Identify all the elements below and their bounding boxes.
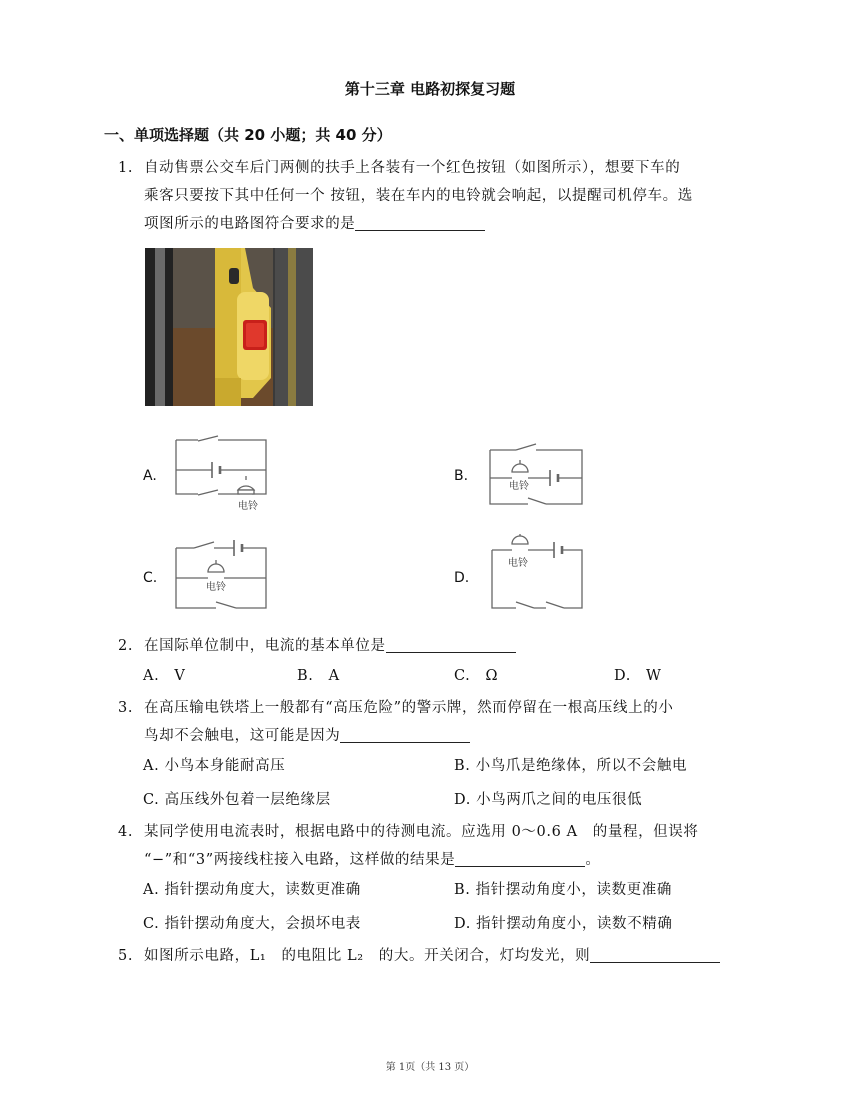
section-heading: 一、单项选择题（共 20 小题；共 40 分） xyxy=(104,126,392,144)
question-text: “−”和“3”两接线柱接入电路，这样做的结果是 xyxy=(144,852,456,868)
q4-option-c[interactable]: C. 指针摆动角度大，会损坏电表 xyxy=(143,916,361,932)
q2-option-d[interactable]: D. W xyxy=(614,668,662,684)
q3-option-c[interactable]: C. 高压线外包着一层绝缘层 xyxy=(143,792,331,808)
circuit-diagram-c[interactable] xyxy=(170,538,276,614)
option-a-label[interactable]: A. xyxy=(143,468,157,484)
q2-option-b[interactable]: B. A xyxy=(297,668,340,684)
question-number: 3. xyxy=(118,700,134,716)
circuit-diagram-b[interactable] xyxy=(486,440,590,512)
question-text: 项图所示的电路图符合要求的是 xyxy=(144,216,356,232)
page-title: 第十三章 电路初探复习题 xyxy=(344,80,516,98)
page-footer: 第 1页（共 13 页） xyxy=(385,1062,475,1073)
circuit-diagram-a[interactable] xyxy=(170,434,274,516)
question-text: 如图所示电路，L₁ 的电阻比 L₂ 的大。开关闭合，灯均发光，则 xyxy=(144,948,591,964)
bell-label: 电铃 xyxy=(238,501,258,512)
question-text: 在高压输电铁塔上一般都有“高压危险”的警示牌，然而停留在一根高压线上的小 xyxy=(144,700,674,716)
q2-option-a[interactable]: A. V xyxy=(143,668,186,684)
q3-option-a[interactable]: A. 小鸟本身能耐高压 xyxy=(143,758,286,774)
question-text-tail: 。 xyxy=(585,852,601,868)
option-d-label[interactable]: D. xyxy=(454,570,470,586)
question-text: 某同学使用电流表时，根据电路中的待测电流。应选用 0～0.6 A 的量程，但误将 xyxy=(144,824,699,840)
question-number: 2. xyxy=(118,638,134,654)
bell-label: 电铃 xyxy=(508,558,528,569)
q4-option-a[interactable]: A. 指针摆动角度大，读数更准确 xyxy=(143,882,361,898)
question-text: 在国际单位制中，电流的基本单位是 xyxy=(144,638,386,654)
option-c-label[interactable]: C. xyxy=(143,570,158,586)
answer-blank[interactable] xyxy=(455,850,585,867)
q3-option-d[interactable]: D. 小鸟两爪之间的电压很低 xyxy=(454,792,643,808)
answer-blank[interactable] xyxy=(590,946,720,963)
question-1 xyxy=(118,154,768,238)
answer-blank[interactable] xyxy=(355,214,485,231)
answer-blank[interactable] xyxy=(340,726,470,743)
question-4 xyxy=(118,818,768,874)
question-5 xyxy=(118,942,768,970)
answer-blank[interactable] xyxy=(386,636,516,653)
q4-option-d[interactable]: D. 指针摆动角度小，读数不精确 xyxy=(454,916,673,932)
question-number: 5. xyxy=(118,948,134,964)
question-text: 自动售票公交车后门两侧的扶手上各装有一个红色按钮（如图所示），想要下车的 xyxy=(144,160,681,176)
question-3 xyxy=(118,694,768,750)
bell-label: 电铃 xyxy=(206,582,226,593)
question-number: 4. xyxy=(118,824,134,840)
question-text: 乘客只要按下其中任何一个 按钮，装在车内的电铃就会响起，以提醒司机停车。选 xyxy=(144,188,693,204)
q4-option-b[interactable]: B. 指针摆动角度小，读数更准确 xyxy=(454,882,672,898)
circuit-diagram-d[interactable] xyxy=(488,534,592,614)
question-2 xyxy=(118,632,768,660)
q2-option-c[interactable]: C. Ω xyxy=(454,668,499,684)
question-number: 1. xyxy=(118,160,134,176)
bus-button-photo xyxy=(145,248,313,406)
q3-option-b[interactable]: B. 小鸟爪是绝缘体，所以不会触电 xyxy=(454,758,688,774)
bell-label: 电铃 xyxy=(509,481,529,492)
option-b-label[interactable]: B. xyxy=(454,468,469,484)
question-text: 鸟却不会触电，这可能是因为 xyxy=(144,728,341,744)
